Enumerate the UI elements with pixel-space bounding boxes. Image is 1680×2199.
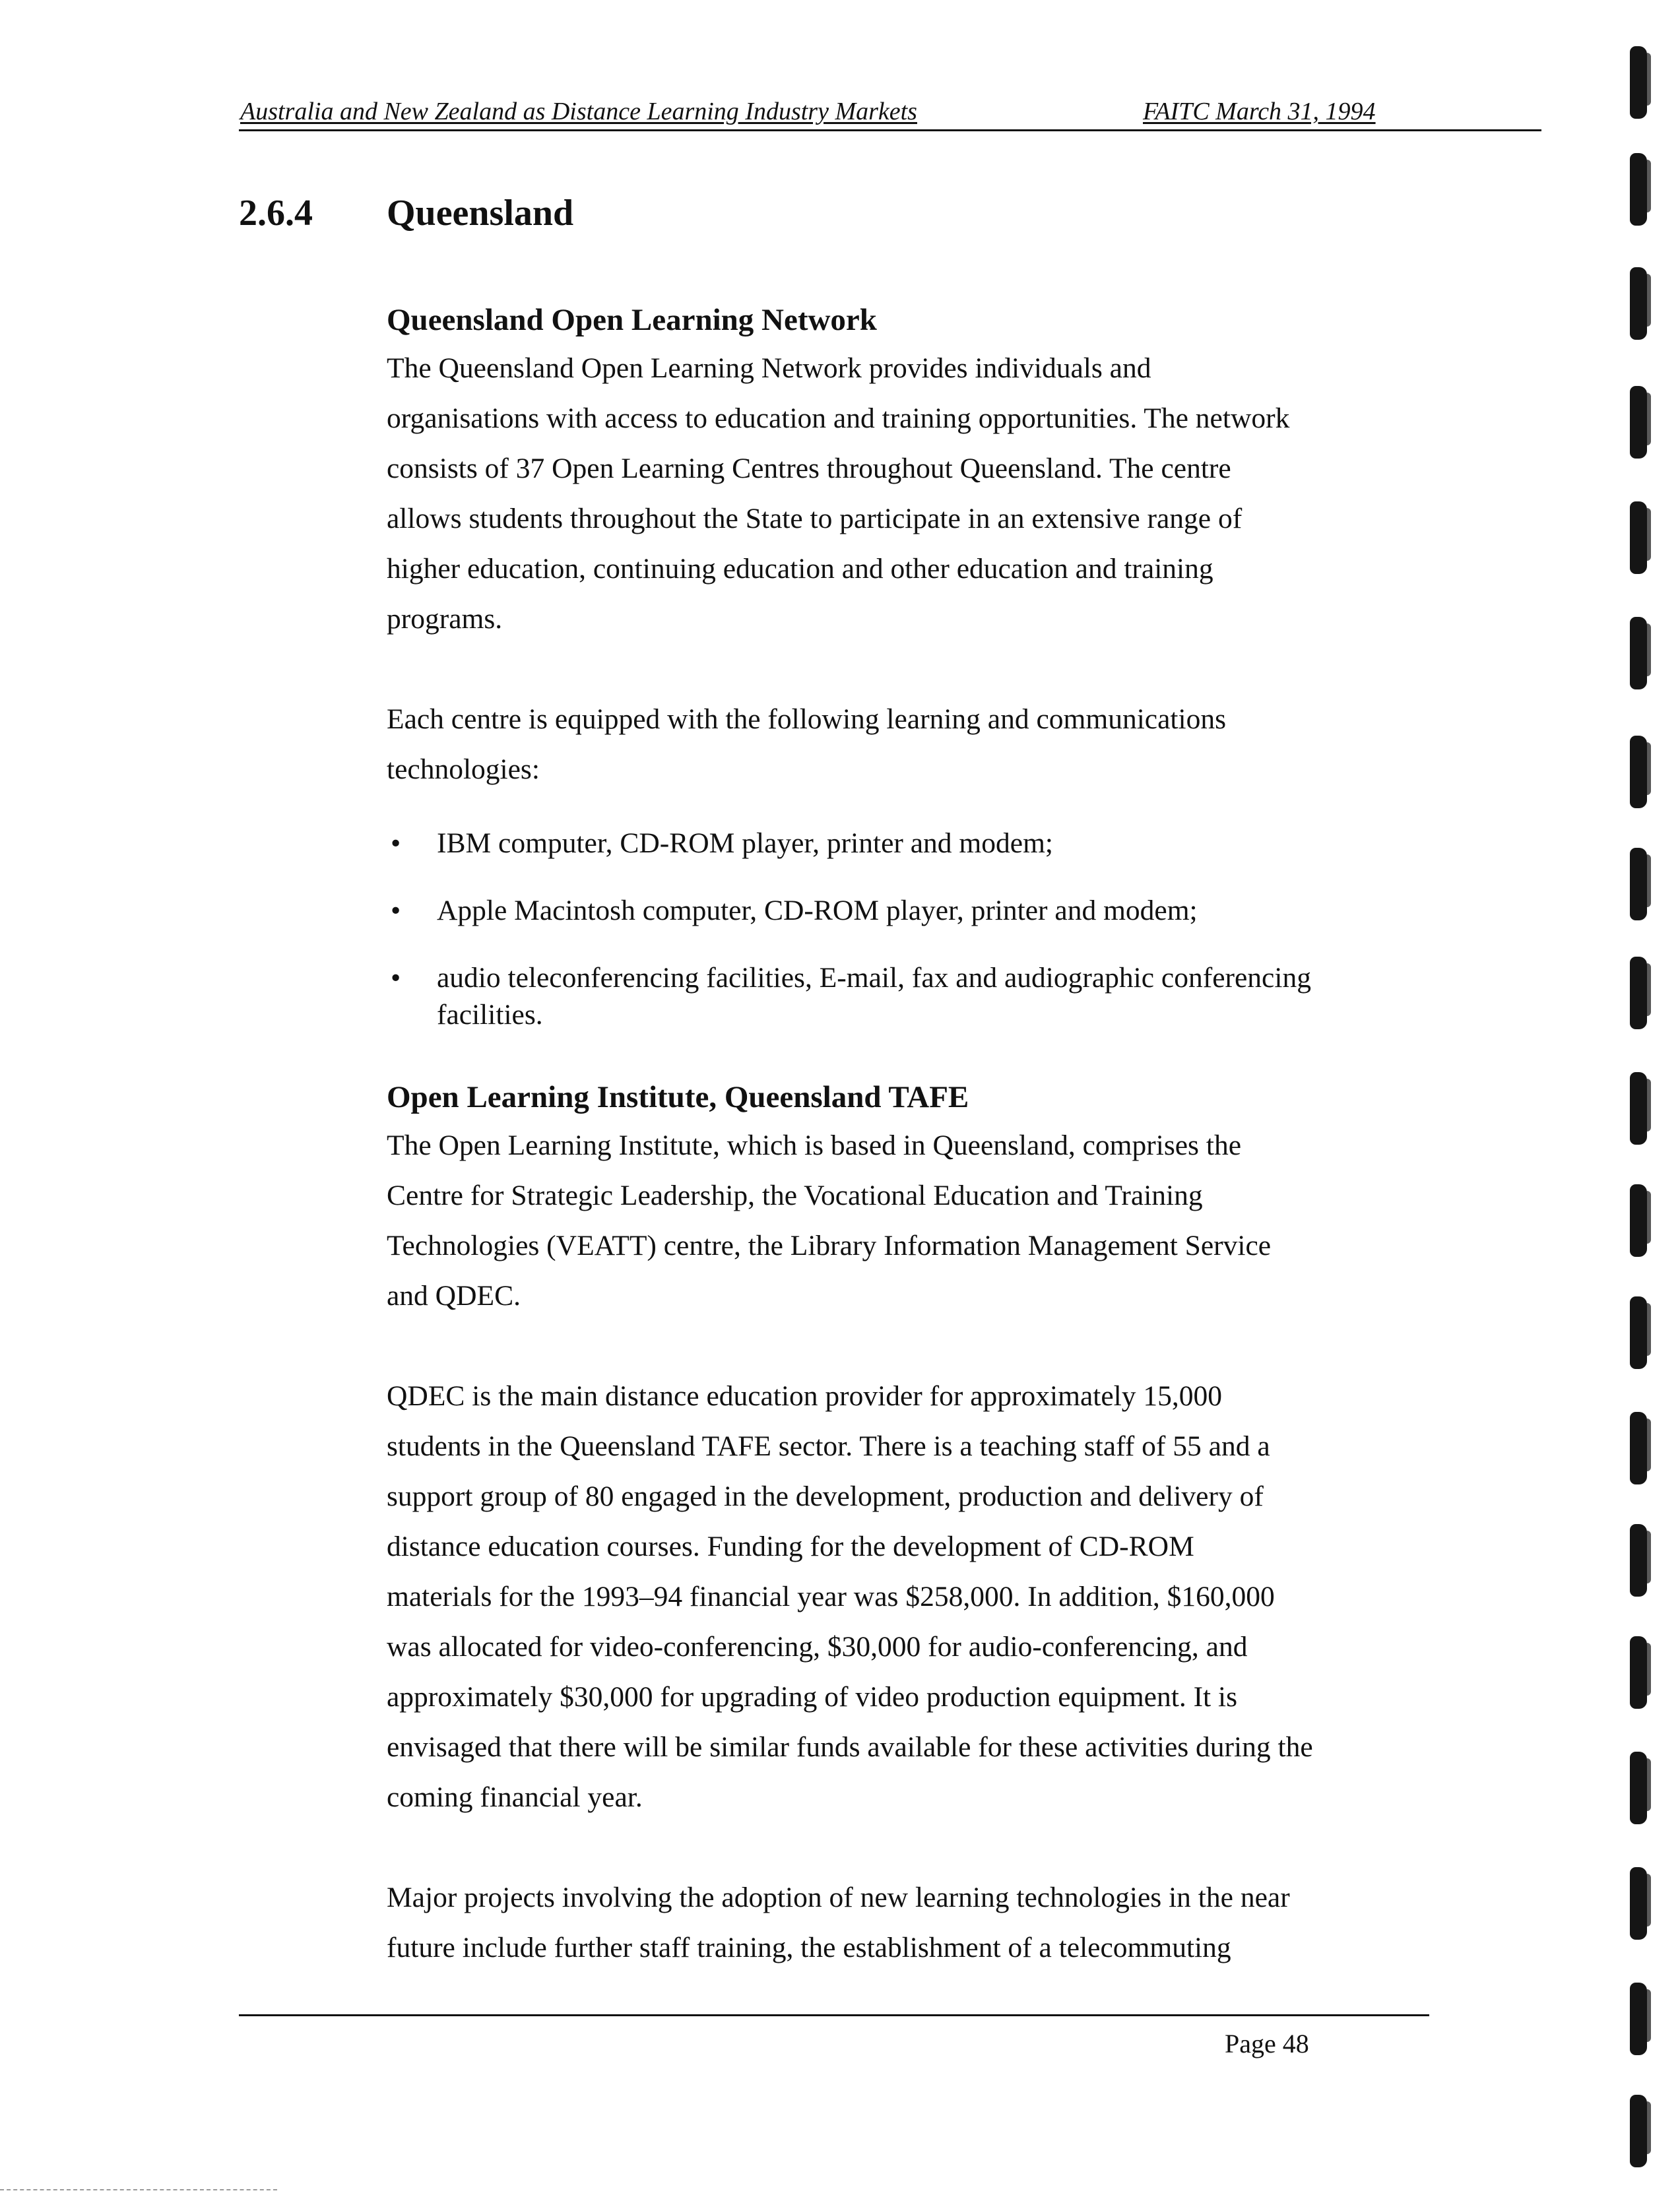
binding-ring-icon [1630,1524,1647,1597]
scan-edge-line [0,2189,277,2190]
binding-ring-icon [1630,957,1647,1029]
bullet-icon: • [391,895,401,926]
bullet-icon: • [391,962,401,994]
section-number: 2.6.4 [239,193,313,234]
list-item [387,825,1429,862]
text-line: was allocated for video-conferencing, $30,000 for audio-conferencing, and [387,1631,1248,1663]
qdec-funding-paragraph [387,1371,1429,1822]
text-line: Each centre is equipped with the following learning and communications [387,703,1227,735]
text-line: consists of 37 Open Learning Centres throughout Queensland. The centre [387,453,1231,484]
text-line: higher education, continuing education and other education and training [387,553,1213,585]
qoln-heading: Queensland Open Learning Network [387,303,877,337]
text-line: support group of 80 engaged in the development, production and delivery of [387,1481,1264,1512]
qoln-equipment-paragraph [387,694,1429,794]
text-line: Technologies (VEATT) centre, the Library Information Management Service [387,1230,1272,1261]
text-line: and QDEC. [387,1280,521,1312]
text-line: programs. [387,603,503,635]
main-content [387,297,1429,1973]
binding-ring-icon [1630,386,1647,459]
text-line: allows students throughout the State to participate in an extensive range of [387,503,1243,534]
binding-ring-icon [1630,1412,1647,1484]
text-line: The Open Learning Institute, which is based in Queensland, comprises the [387,1130,1241,1161]
text-line: students in the Queensland TAFE sector. There is a teaching staff of 55 and a [387,1430,1270,1462]
oli-intro-paragraph [387,1120,1429,1321]
binding-ring-icon [1630,153,1647,226]
text-line: coming financial year. [387,1781,643,1813]
binding-ring-icon [1630,736,1647,808]
section-heading [239,190,573,236]
binding-ring-icon [1630,46,1647,119]
text-line: technologies: [387,753,540,785]
header-organisation-date: FAITC March 31, 1994 [1143,98,1376,125]
text-line: approximately $30,000 for upgrading of video production equipment. It is [387,1681,1238,1713]
text-line: The Queensland Open Learning Network provides individuals and [387,352,1151,384]
section-title: Queensland [387,193,574,234]
binding-ring-icon [1630,1072,1647,1145]
binding-ring-icon [1630,1184,1647,1257]
text-line: envisaged that there will be similar funds available for these activities during the [387,1731,1313,1763]
binding-ring-icon [1630,1296,1647,1369]
spiral-binding [1617,0,1669,2199]
qoln-intro-paragraph [387,343,1429,644]
list-item [387,892,1429,929]
page-number: Page 48 [1225,2029,1309,2058]
text-line: facilities. [437,999,543,1031]
bullet-icon: • [391,827,401,859]
text-line: IBM computer, CD-ROM player, printer and modem; [437,827,1053,859]
binding-ring-icon [1630,1636,1647,1709]
footer-rule [239,2014,1429,2016]
list-item [387,959,1429,1033]
major-projects-paragraph [387,1872,1429,1973]
text-line: organisations with access to education and training opportunities. The network [387,402,1290,434]
binding-ring-icon [1630,617,1647,689]
text-line: Major projects involving the adoption of new learning technologies in the near [387,1882,1290,1913]
running-header [239,91,1541,131]
equipment-bullet-list [387,825,1429,1033]
header-document-title: Australia and New Zealand as Distance Learning Industry Markets [240,98,917,125]
binding-ring-icon [1630,267,1647,340]
binding-ring-icon [1630,1867,1647,1940]
binding-ring-icon [1630,1752,1647,1824]
text-line: QDEC is the main distance education provider for approximately 15,000 [387,1380,1223,1412]
text-line: distance education courses. Funding for the development of CD-ROM [387,1531,1194,1562]
binding-ring-icon [1630,1983,1647,2055]
oli-heading: Open Learning Institute, Queensland TAFE [387,1080,969,1114]
binding-ring-icon [1630,2095,1647,2167]
text-line: audio teleconferencing facilities, E-mail, fax and audiographic conferencing [437,962,1311,994]
text-line: materials for the 1993–94 financial year was $258,000. In addition, $160,000 [387,1581,1275,1612]
text-line: Apple Macintosh computer, CD-ROM player, printer and modem; [437,895,1198,926]
text-line: future include further staff training, the establishment of a telecommuting [387,1932,1231,1963]
text-line: Centre for Strategic Leadership, the Vocational Education and Training [387,1180,1203,1211]
binding-ring-icon [1630,501,1647,574]
binding-ring-icon [1630,848,1647,920]
